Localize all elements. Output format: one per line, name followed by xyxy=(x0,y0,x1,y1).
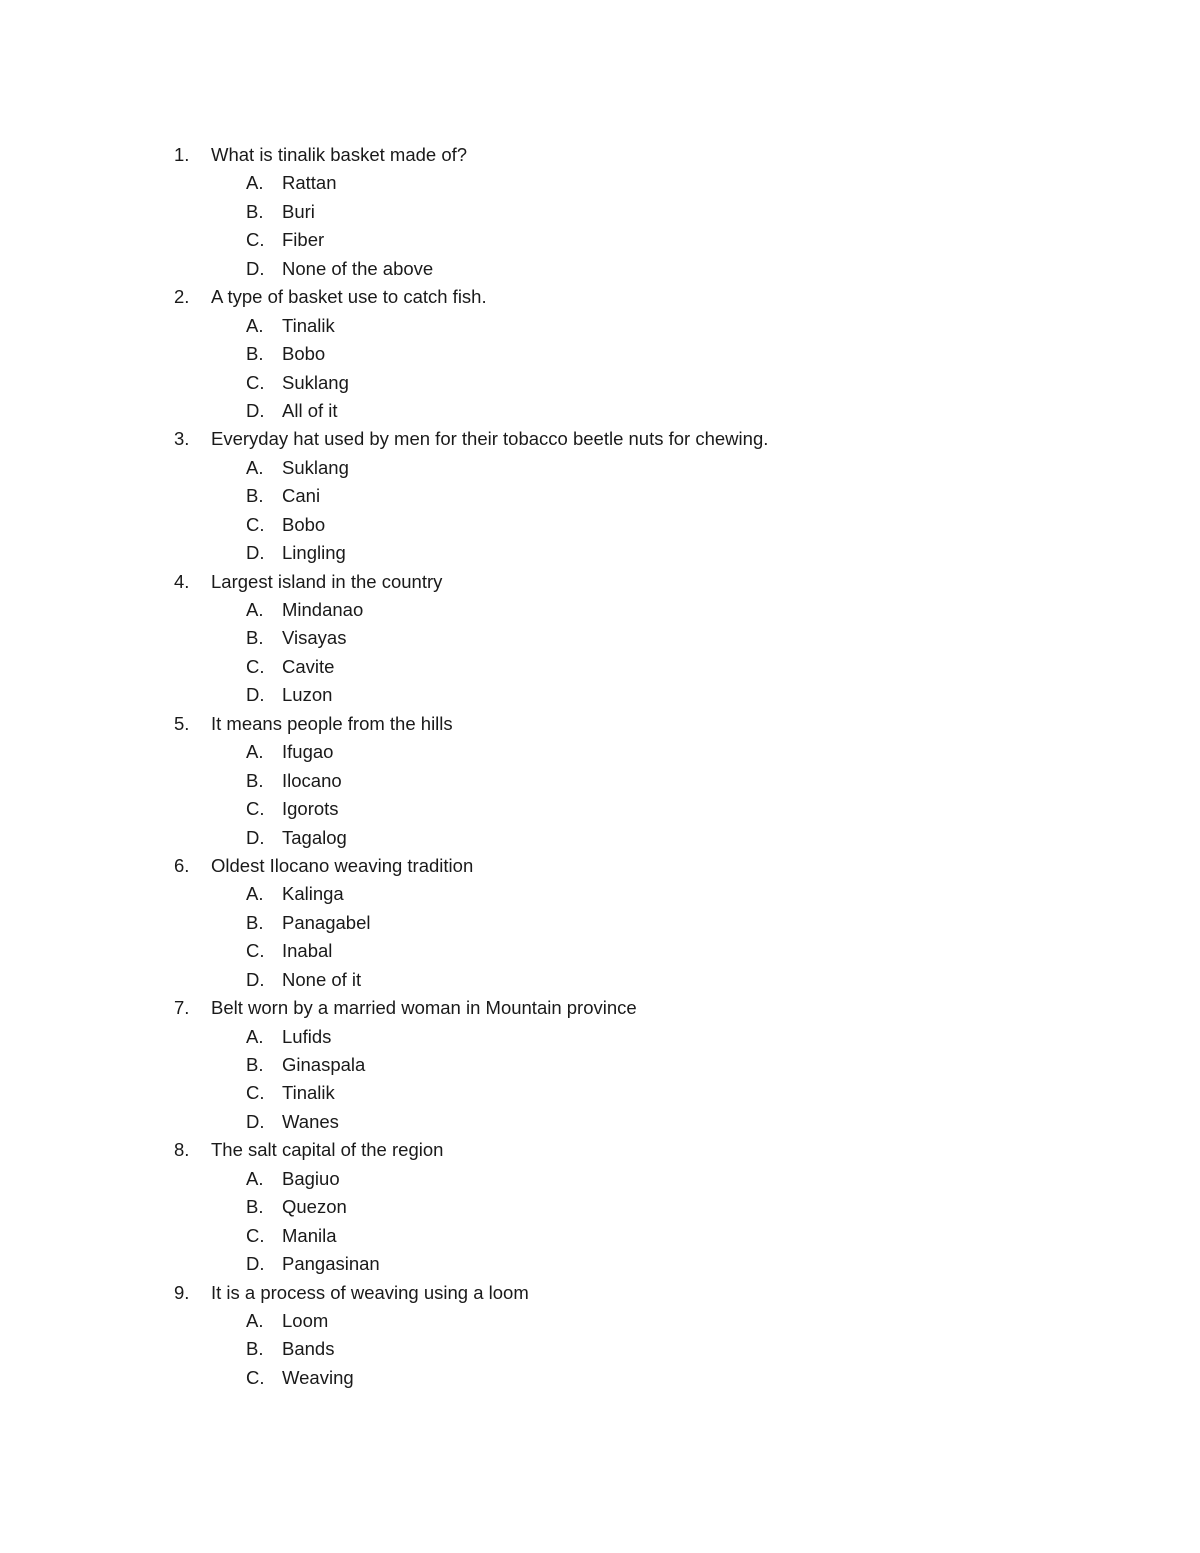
option-letter: C. xyxy=(246,371,265,393)
option-letter: D. xyxy=(246,968,265,990)
option-letter: A. xyxy=(246,314,264,336)
option-text: Panagabel xyxy=(282,911,371,933)
option-9c xyxy=(0,1364,1200,1392)
option-9a xyxy=(0,1307,1200,1335)
question-text: A type of basket use to catch fish. xyxy=(211,286,487,308)
question-number: 1. xyxy=(174,144,190,165)
question-5 xyxy=(0,710,1200,738)
question-text: It is a process of weaving using a loom xyxy=(211,1281,529,1303)
option-letter: C. xyxy=(246,1224,265,1246)
option-text: Tinalik xyxy=(282,314,335,336)
option-text: Manila xyxy=(282,1224,337,1246)
option-text: Lufids xyxy=(282,1025,332,1047)
option-text: Igorots xyxy=(282,798,339,820)
question-number: 3. xyxy=(174,428,190,450)
option-letter: A. xyxy=(246,456,264,478)
option-text: Weaving xyxy=(282,1366,354,1388)
option-text: Kalinga xyxy=(282,883,344,905)
question-7 xyxy=(0,994,1200,1022)
option-8c xyxy=(0,1222,1200,1250)
question-8 xyxy=(0,1136,1200,1164)
option-letter: C. xyxy=(246,1366,265,1388)
question-2 xyxy=(0,283,1200,311)
option-7a xyxy=(0,1023,1200,1051)
question-number: 8. xyxy=(174,1139,190,1161)
option-text: None of the above xyxy=(282,257,434,279)
option-text: Buri xyxy=(282,200,315,222)
option-letter: B. xyxy=(246,627,264,649)
option-1d xyxy=(0,255,1200,283)
option-6a xyxy=(0,880,1200,908)
option-letter: A. xyxy=(246,599,264,620)
option-text: Visayas xyxy=(282,627,347,649)
question-number: 5. xyxy=(174,712,190,734)
option-letter: A. xyxy=(246,172,264,194)
option-letter: D. xyxy=(246,1253,265,1275)
option-7b xyxy=(0,1051,1200,1079)
option-3a xyxy=(0,454,1200,482)
option-text: Tagalog xyxy=(282,826,347,848)
question-3 xyxy=(0,425,1200,453)
option-5b xyxy=(0,767,1200,795)
option-letter: D. xyxy=(246,257,265,279)
quiz-page xyxy=(0,141,1200,1392)
option-text: Bobo xyxy=(282,343,326,365)
question-text: Largest island in the country xyxy=(211,570,443,592)
option-5d xyxy=(0,824,1200,852)
option-text: None of it xyxy=(282,968,362,990)
option-letter: D. xyxy=(246,1110,265,1132)
option-text: Cavite xyxy=(282,655,335,677)
option-text: Pangasinan xyxy=(282,1253,380,1275)
option-text: Inabal xyxy=(282,940,333,962)
option-7c xyxy=(0,1079,1200,1107)
option-1c xyxy=(0,226,1200,254)
option-letter: D. xyxy=(246,542,265,564)
option-text: Loom xyxy=(282,1309,329,1331)
option-8d xyxy=(0,1250,1200,1278)
option-6b xyxy=(0,909,1200,937)
option-letter: C. xyxy=(246,513,265,535)
option-9b xyxy=(0,1335,1200,1363)
option-text: Ilocano xyxy=(282,769,342,791)
option-text: Ifugao xyxy=(282,741,334,763)
question-number: 7. xyxy=(174,997,190,1019)
option-text: Tinalik xyxy=(282,1082,335,1104)
option-letter: A. xyxy=(246,883,264,905)
question-text: Belt worn by a married woman in Mountain province xyxy=(211,997,637,1019)
option-8b xyxy=(0,1193,1200,1221)
option-6d xyxy=(0,966,1200,994)
question-text: What is tinalik basket made of? xyxy=(211,144,468,165)
option-text: Cani xyxy=(282,485,321,507)
option-3d xyxy=(0,539,1200,567)
option-letter: D. xyxy=(246,826,265,848)
option-text: Bagiuo xyxy=(282,1167,340,1189)
option-8a xyxy=(0,1165,1200,1193)
question-text: The salt capital of the region xyxy=(211,1139,444,1161)
option-text: Luzon xyxy=(282,684,333,706)
option-text: Wanes xyxy=(282,1110,339,1132)
option-6c xyxy=(0,937,1200,965)
option-letter: B. xyxy=(246,911,264,933)
option-5a xyxy=(0,738,1200,766)
option-letter: C. xyxy=(246,229,265,251)
question-number: 4. xyxy=(174,570,190,592)
option-5c xyxy=(0,795,1200,823)
option-3b xyxy=(0,482,1200,510)
question-text: Everyday hat used by men for their tobacco beetle nuts for chewing. xyxy=(211,428,769,450)
option-letter: B. xyxy=(246,1054,264,1075)
option-letter: B. xyxy=(246,200,264,222)
option-letter: A. xyxy=(246,1167,264,1189)
option-letter: B. xyxy=(246,769,264,791)
option-letter: B. xyxy=(246,343,264,365)
option-4d xyxy=(0,681,1200,709)
option-7d xyxy=(0,1108,1200,1136)
option-letter: D. xyxy=(246,399,265,421)
question-9 xyxy=(0,1279,1200,1307)
option-1b xyxy=(0,198,1200,226)
question-1 xyxy=(0,141,1200,169)
question-text: It means people from the hills xyxy=(211,712,453,734)
option-letter: C. xyxy=(246,1082,265,1104)
option-letter: D. xyxy=(246,684,265,706)
option-2b xyxy=(0,340,1200,368)
option-text: Lingling xyxy=(282,542,346,564)
option-text: Mindanao xyxy=(282,599,364,620)
option-text: Ginaspala xyxy=(282,1054,366,1075)
option-text: Suklang xyxy=(282,371,349,393)
question-text: Oldest Ilocano weaving tradition xyxy=(211,854,474,876)
option-2a xyxy=(0,312,1200,340)
option-text: Bands xyxy=(282,1338,335,1360)
option-4c xyxy=(0,653,1200,681)
question-number: 2. xyxy=(174,286,190,308)
option-letter: B. xyxy=(246,1196,264,1218)
option-4b xyxy=(0,624,1200,652)
option-text: Quezon xyxy=(282,1196,347,1218)
option-letter: B. xyxy=(246,1338,264,1360)
question-number: 9. xyxy=(174,1281,190,1303)
option-text: Rattan xyxy=(282,172,337,194)
option-letter: C. xyxy=(246,798,265,820)
option-2c xyxy=(0,369,1200,397)
option-text: Bobo xyxy=(282,513,326,535)
option-4a xyxy=(0,596,1200,624)
option-text: Fiber xyxy=(282,229,325,251)
question-4 xyxy=(0,568,1200,596)
option-3c xyxy=(0,511,1200,539)
option-letter: A. xyxy=(246,1025,264,1047)
option-letter: C. xyxy=(246,940,265,962)
option-letter: A. xyxy=(246,741,264,763)
option-letter: B. xyxy=(246,485,264,507)
option-letter: A. xyxy=(246,1309,264,1331)
question-number: 6. xyxy=(174,854,190,876)
option-letter: C. xyxy=(246,655,265,677)
option-text: Suklang xyxy=(282,456,349,478)
option-1a xyxy=(0,169,1200,197)
option-2d xyxy=(0,397,1200,425)
question-6 xyxy=(0,852,1200,880)
option-text: All of it xyxy=(282,399,338,421)
